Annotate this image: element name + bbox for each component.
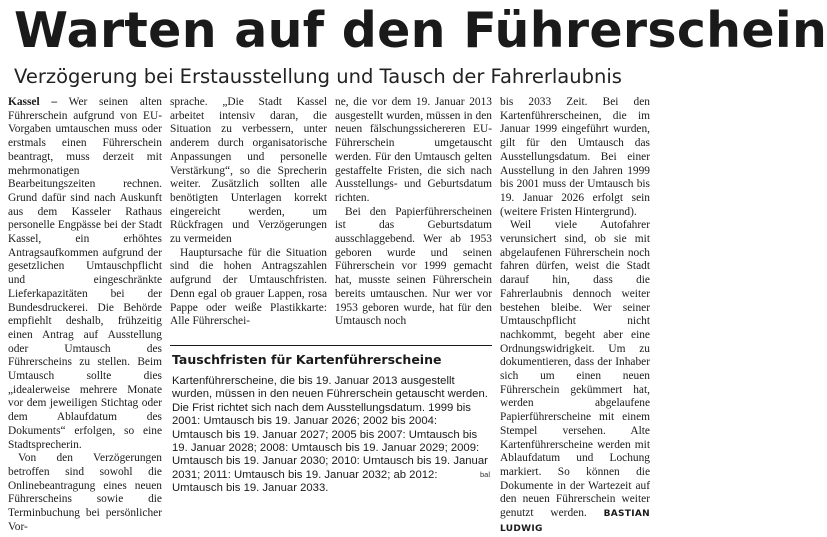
article-paragraph: bis 2033 Zeit. Bei den Kartenführerscheinen, die im Januar 1999 eingeführt wurden, gilt für den Umtausch das Ausstellungsdatum. Bei einer Ausstellung in den Jahren 1999 bis 2001 muss der Umtausch bis 19. Januar 2026 erfolgt sein (weitere Fristen Hintergrund). [500, 96, 650, 218]
article-paragraph [8, 96, 162, 452]
article-column-2 [170, 96, 327, 336]
info-box [170, 345, 492, 498]
article-paragraph: Bei den Papierführerscheinen ist das Geburtsdatum ausschlaggebend. Wer ab 1953 geboren wurde und seinen Führerschein vor 1999 gemacht hat, musste seinen Führerschein bereits umtauschen. Nur wer vor 1953 geboren wurde, hat für den Umtausch noch [335, 205, 492, 328]
article-paragraph: ne, die vor dem 19. Januar 2013 ausgestellt wurden, müssen in den neuen fälschungssichereren EU-Führerschein umgetauscht werden. Für den Umtausch gelten gestaffelte Fristen, die sich nach Ausstellungs- und Geburtsdatum richten. [335, 96, 492, 204]
article-column-1 [8, 96, 162, 533]
article-paragraph: Von den Verzögerungen betroffen sind sowohl die Onlinebeantragung eines neuen Führerscheins sowie die Terminbuchung bei persönlicher Vor- [8, 452, 162, 533]
article-paragraph: Hauptursache für die Situation sind die hohen Antragszahlen aufgrund der Umtauschfristen. Denn egal ob grauer Lappen, rosa Pappe oder weiße Plastikkarte: Alle Führerschei- [170, 246, 327, 328]
info-box-title: Tauschfristen für Kartenführerscheine [172, 352, 442, 367]
author-byline: BASTIAN LUDWIG [500, 509, 650, 534]
paragraph-text: Weil viele Autofahrer verunsichert sind, ob sie mit abgelaufenen Führerschein noch fahren dürfen, weist die Stadt darauf hin, dass die Fahrerlaubnis dennoch weiter bestehen bleibe. Wer seiner Umtauschpflicht nicht nachkommt, begeht aber eine Ordnungswidrigkeit. Um zu dokumentieren, dass der Inhaber sich um einen neuen Führerschein gekümmert hat, werden abgelaufene Papierführerscheine mit einem Stempel versehen. Alte Kartenführerscheine werden mit Ablaufdatum und Lochung markiert. So können die Dokumente in der Wartezeit auf den neuen Führerschein weiter genutzt werden. [500, 219, 650, 520]
dateline: Kassel – [8, 96, 58, 108]
info-box-body: Kartenführerscheine, die bis 19. Januar 2013 ausgestellt wurden, müssen in den neuen Führerschein getauscht werden. Die Frist richtet sich nach dem Ausstellungsdatum. 1999 bis 2001: Umtausch bis 19. Januar 2026; 2002 bis 2004: Umtausch bis 19. Januar 2027; 2005 bis 2007: Umtausch bis 19. Januar 2028; 2008: Umtausch bis 19. Januar 2029; 2009: Umtausch bis 19. Januar 2030; 2010: Umtausch bis 19. Januar 2031; 2011: Umtausch bis 19. Januar 2032; ab 2012: Umtausch bis 19. Januar 2033. [172, 375, 488, 495]
article-paragraph [500, 219, 650, 536]
paragraph-text: Wer seinen alten Führerschein aufgrund von EU-Vorgaben umtauschen muss oder erstmals einen Führerschein beantragt, muss derzeit mit mehrmonatigen Bearbeitungszeiten rechnen. Grund dafür sind nach Auskunft aus dem Kasseler Rathaus personelle Engpässe bei der Stadt Kassel, ein erhöhtes Antragsaufkommen aufgrund der gesetzlichen Umtauschpflicht und eingeschränkte Lieferkapazitäten bei der Bundesdruckerei. Die Behörde empfiehlt deshalb, frühzeitig einen Antrag auf Ausstellung oder Umtausch des Führerscheins zu stellen. Beim Umtausch sollte dies „idealerweise mehrere Monate vor dem jeweiligen Stichtag oder dem Ablaufdatum des Dokuments“ erfolgen, so eine Stadtsprecherin. [8, 96, 162, 451]
article-column-4 [500, 96, 650, 534]
article-headline: Warten auf den Führerschein [14, 2, 827, 59]
article-subtitle: Verzögerung bei Erstausstellung und Tausch der Fahrerlaubnis [14, 65, 622, 88]
article-paragraph: sprache. „Die Stadt Kassel arbeitet intensiv daran, die Situation zu verbessern, unter anderem durch organisatorische Anpassungen und personelle Verstärkung“, so die Sprecherin weiter. Zusätzlich sollten alle benötigten Unterlagen korrekt eingereicht werden, um Rückfragen und Verzögerungen zu vermeiden [170, 96, 327, 246]
info-box-signature: bal [479, 470, 490, 479]
article-column-3 [335, 96, 492, 336]
